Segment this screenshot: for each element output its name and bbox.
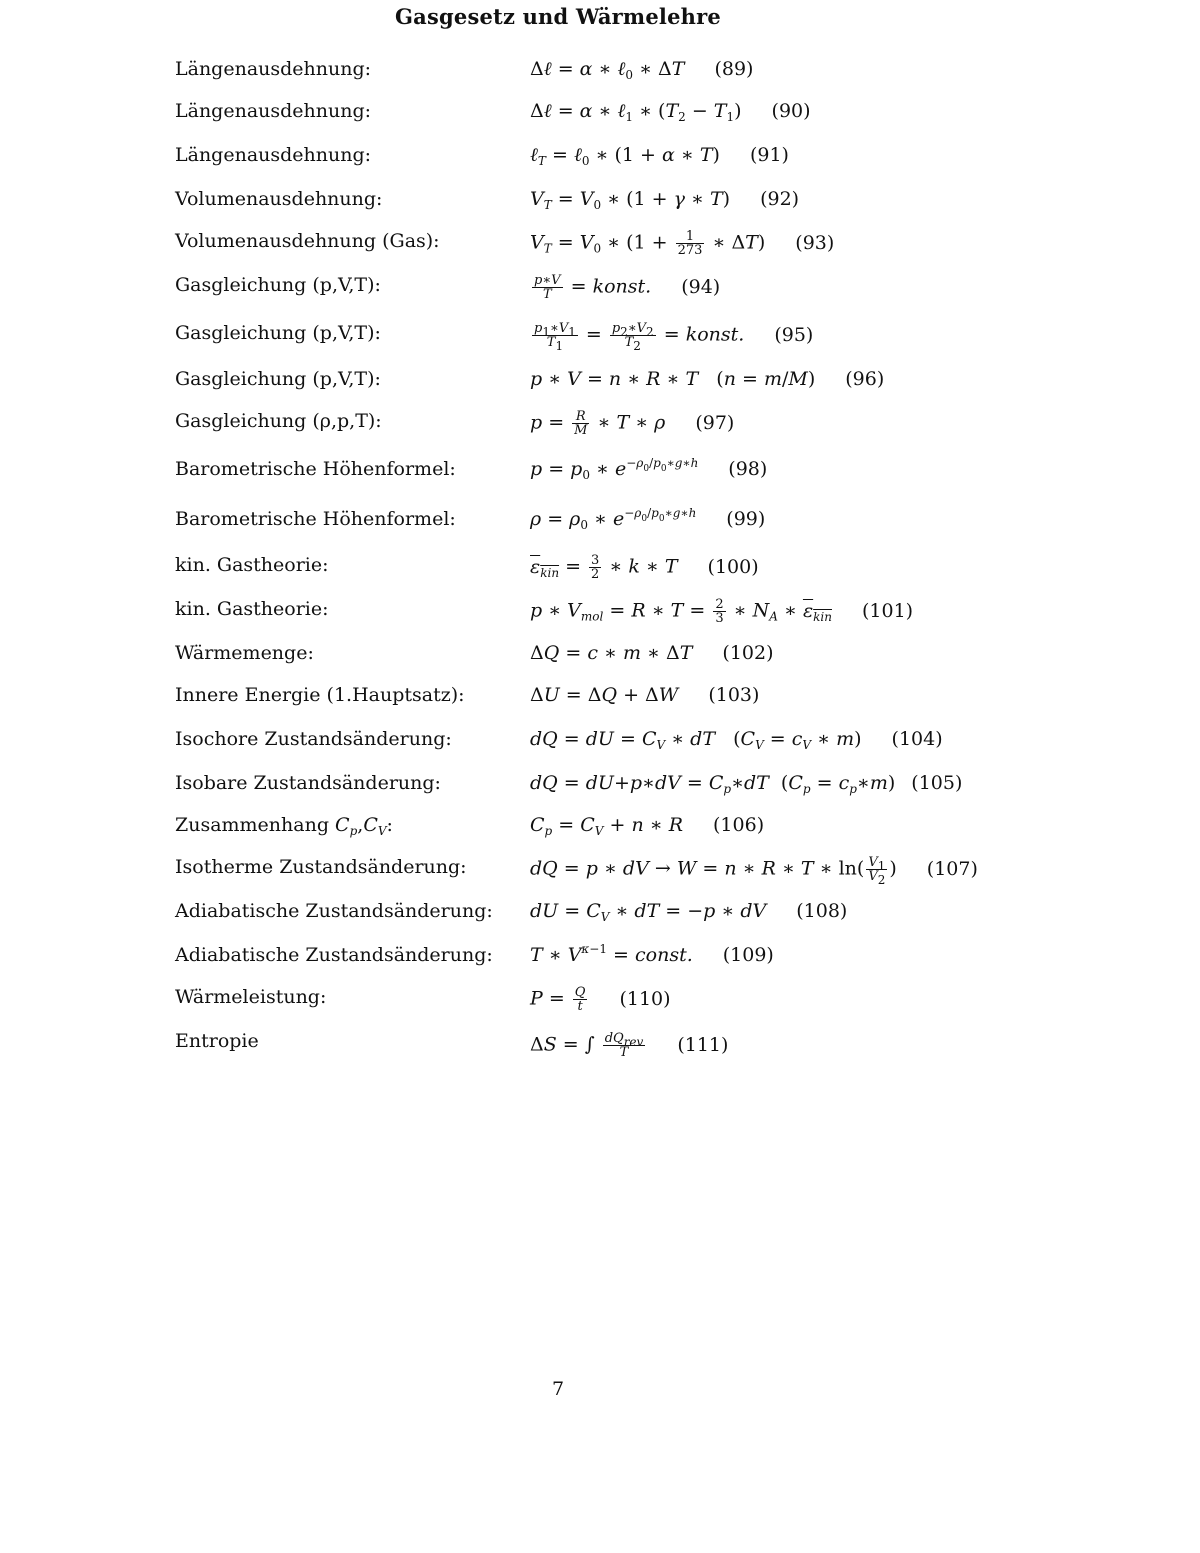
formula-label: Längenausdehnung: [175, 100, 372, 122]
formula: Δℓ = α ∗ ℓ$_0$ ∗ ΔT (89) [530, 58, 754, 82]
formula: ΔU = ΔQ + ΔW (103) [530, 684, 760, 706]
formula-row [0, 144, 1200, 178]
formula-label: Längenausdehnung: [175, 58, 372, 80]
formula-row [0, 458, 1200, 492]
formula-row [0, 986, 1200, 1020]
formula-label: Gasgleichung (p,V,T): [175, 322, 381, 344]
formula: dQ = p ∗ dV → W = n ∗ R ∗ T ∗ ln( $\frac{V_1}{V_2}$ ) (107) [530, 855, 978, 887]
formula: P = $\frac{Q}{t}$ (110) [530, 985, 671, 1014]
formula: $\frac{p_1∗V_1}{T_1}$ = $\frac{p_2∗V_2}{T_2}$ = konst. (95) [534, 321, 814, 353]
equation-number: (98) [728, 458, 768, 480]
formula-row [0, 900, 1200, 934]
formula-row [0, 1032, 1200, 1066]
formula-row [0, 368, 1200, 402]
formula-row [0, 188, 1200, 222]
formula: dU = $C_V$ ∗ dT = −p ∗ dV (108) [530, 900, 848, 924]
formula: ΔS = ∫ $\frac{dQ_{rev}}{T}$ (111) [530, 1031, 729, 1060]
formula-label: Isotherme Zustandsänderung: [175, 856, 467, 878]
formula-row [0, 856, 1200, 890]
equation-number: (101) [861, 599, 914, 622]
equation-number: (91) [749, 144, 789, 166]
formula-row [0, 944, 1200, 978]
formula-label: kin. Gastheorie: [175, 598, 329, 620]
formula-label: Isochore Zustandsänderung: [175, 728, 452, 750]
formula-label: Innere Energie (1.Hauptsatz): [175, 684, 465, 706]
formula: $V_T = V_0$ ∗ (1 + γ ∗ T) (92) [530, 188, 800, 212]
formula-label: Gasgleichung (p,V,T): [175, 274, 381, 296]
equation-number: (102) [722, 642, 774, 664]
formula: ℓ$_T$ = ℓ$_0$ ∗ (1 + α ∗ T) (91) [530, 144, 789, 168]
equation-number: (103) [708, 684, 760, 706]
formula-row [0, 100, 1200, 134]
page-title: Gasgesetz und Wärmelehre [395, 4, 721, 29]
formula-label: Gasgleichung (p,V,T): [175, 368, 381, 390]
formula: dQ = dU = $C_V$ ∗ dT ($C_V = c_V$ ∗ m) (104) [530, 728, 943, 752]
formula: $\rho = \rho_0$ ∗ $e^{-\rho_0/p_0∗g∗h}$ (99) [530, 506, 766, 532]
formula-label: Wärmeleistung: [175, 986, 327, 1008]
equation-number: (110) [619, 987, 671, 1010]
formula: Δℓ = α ∗ ℓ$_1$ ∗ $(T_2 - T_1)$ (90) [530, 100, 811, 124]
formula-label: Barometrische Höhenformel: [175, 508, 456, 530]
formula-row [0, 508, 1200, 542]
equation-number: (105) [911, 772, 963, 794]
equation-number: (92) [760, 188, 800, 210]
formula: $\varepsilon_{kin}$ = $\frac{3}{2}$ ∗ k ∗ T (100) [530, 553, 759, 582]
formula-row [0, 410, 1200, 444]
formula: dQ = dU+p∗dV = $C_p∗dT$ ($C_p$ = $c_p∗m$) (105) [530, 772, 963, 796]
equation-number: (93) [795, 231, 835, 254]
formula-row [0, 728, 1200, 762]
equation-number: (106) [713, 814, 765, 836]
equation-number: (97) [695, 411, 735, 434]
formula-row [0, 554, 1200, 588]
equation-number: (111) [677, 1033, 729, 1056]
equation-number: (99) [726, 508, 766, 530]
equation-number: (90) [771, 100, 811, 122]
formula-label: Adiabatische Zustandsänderung: [175, 900, 493, 922]
formula: p = $\frac{R}{M}$ ∗ T ∗ ρ (97) [530, 409, 735, 438]
equation-number: (89) [714, 58, 754, 80]
formula-row [0, 58, 1200, 92]
equation-number: (95) [774, 323, 814, 346]
formula: $C_p = C_V + n$ ∗ R (106) [530, 814, 765, 838]
equation-number: (96) [845, 368, 885, 390]
formula: p ∗ V = n ∗ R ∗ T (n = m/M) (96) [530, 368, 885, 390]
formula-row [0, 814, 1200, 848]
formula-row [0, 598, 1200, 632]
formula-label: Barometrische Höhenformel: [175, 458, 456, 480]
formula-label: Isobare Zustandsänderung: [175, 772, 441, 794]
formula: ΔQ = c ∗ m ∗ ΔT (102) [530, 642, 774, 664]
equation-number: (100) [707, 555, 759, 578]
formula-label: Gasgleichung (ρ,p,T): [175, 410, 382, 432]
formula-label: Adiabatische Zustandsänderung: [175, 944, 493, 966]
formula: T ∗ $V^{\kappa-1}$ = const. (109) [530, 942, 774, 966]
formula-row [0, 684, 1200, 718]
formula-label: Wärmemenge: [175, 642, 314, 664]
formula-row [0, 322, 1200, 356]
formula-row [0, 772, 1200, 806]
equation-number: (104) [891, 728, 943, 750]
equation-number: (108) [796, 900, 848, 922]
formula-row [0, 230, 1200, 264]
formula: $p = p_0$ ∗ $e^{-\rho_0/p_0∗g∗h}$ (98) [530, 456, 768, 482]
formula: $V_T = V_0$ ∗ (1 + $\frac{1}{273}$ ∗ ΔT) (93) [530, 229, 835, 258]
formula-label: Volumenausdehnung (Gas): [175, 230, 440, 252]
formula: $\frac{p∗V}{T}$ = konst. (94) [534, 273, 721, 302]
formula-label: Entropie [175, 1030, 259, 1052]
formula-row [0, 642, 1200, 676]
equation-number: (109) [722, 944, 774, 966]
page-number: 7 [551, 1378, 565, 1400]
formula-row [0, 274, 1200, 308]
formula-label: Zusammenhang $C_p,C_V$: [175, 814, 393, 838]
equation-number: (94) [681, 275, 721, 298]
equation-number: (107) [926, 857, 978, 880]
formula-label: kin. Gastheorie: [175, 554, 329, 576]
formula-label: Volumenausdehnung: [175, 188, 383, 210]
formula-label: Längenausdehnung: [175, 144, 372, 166]
formula: p ∗ $V_{mol} = R$ ∗ T = $\frac{2}{3}$ ∗ $N_A$ ∗ $\varepsilon_{kin}$ (101) [530, 597, 914, 626]
